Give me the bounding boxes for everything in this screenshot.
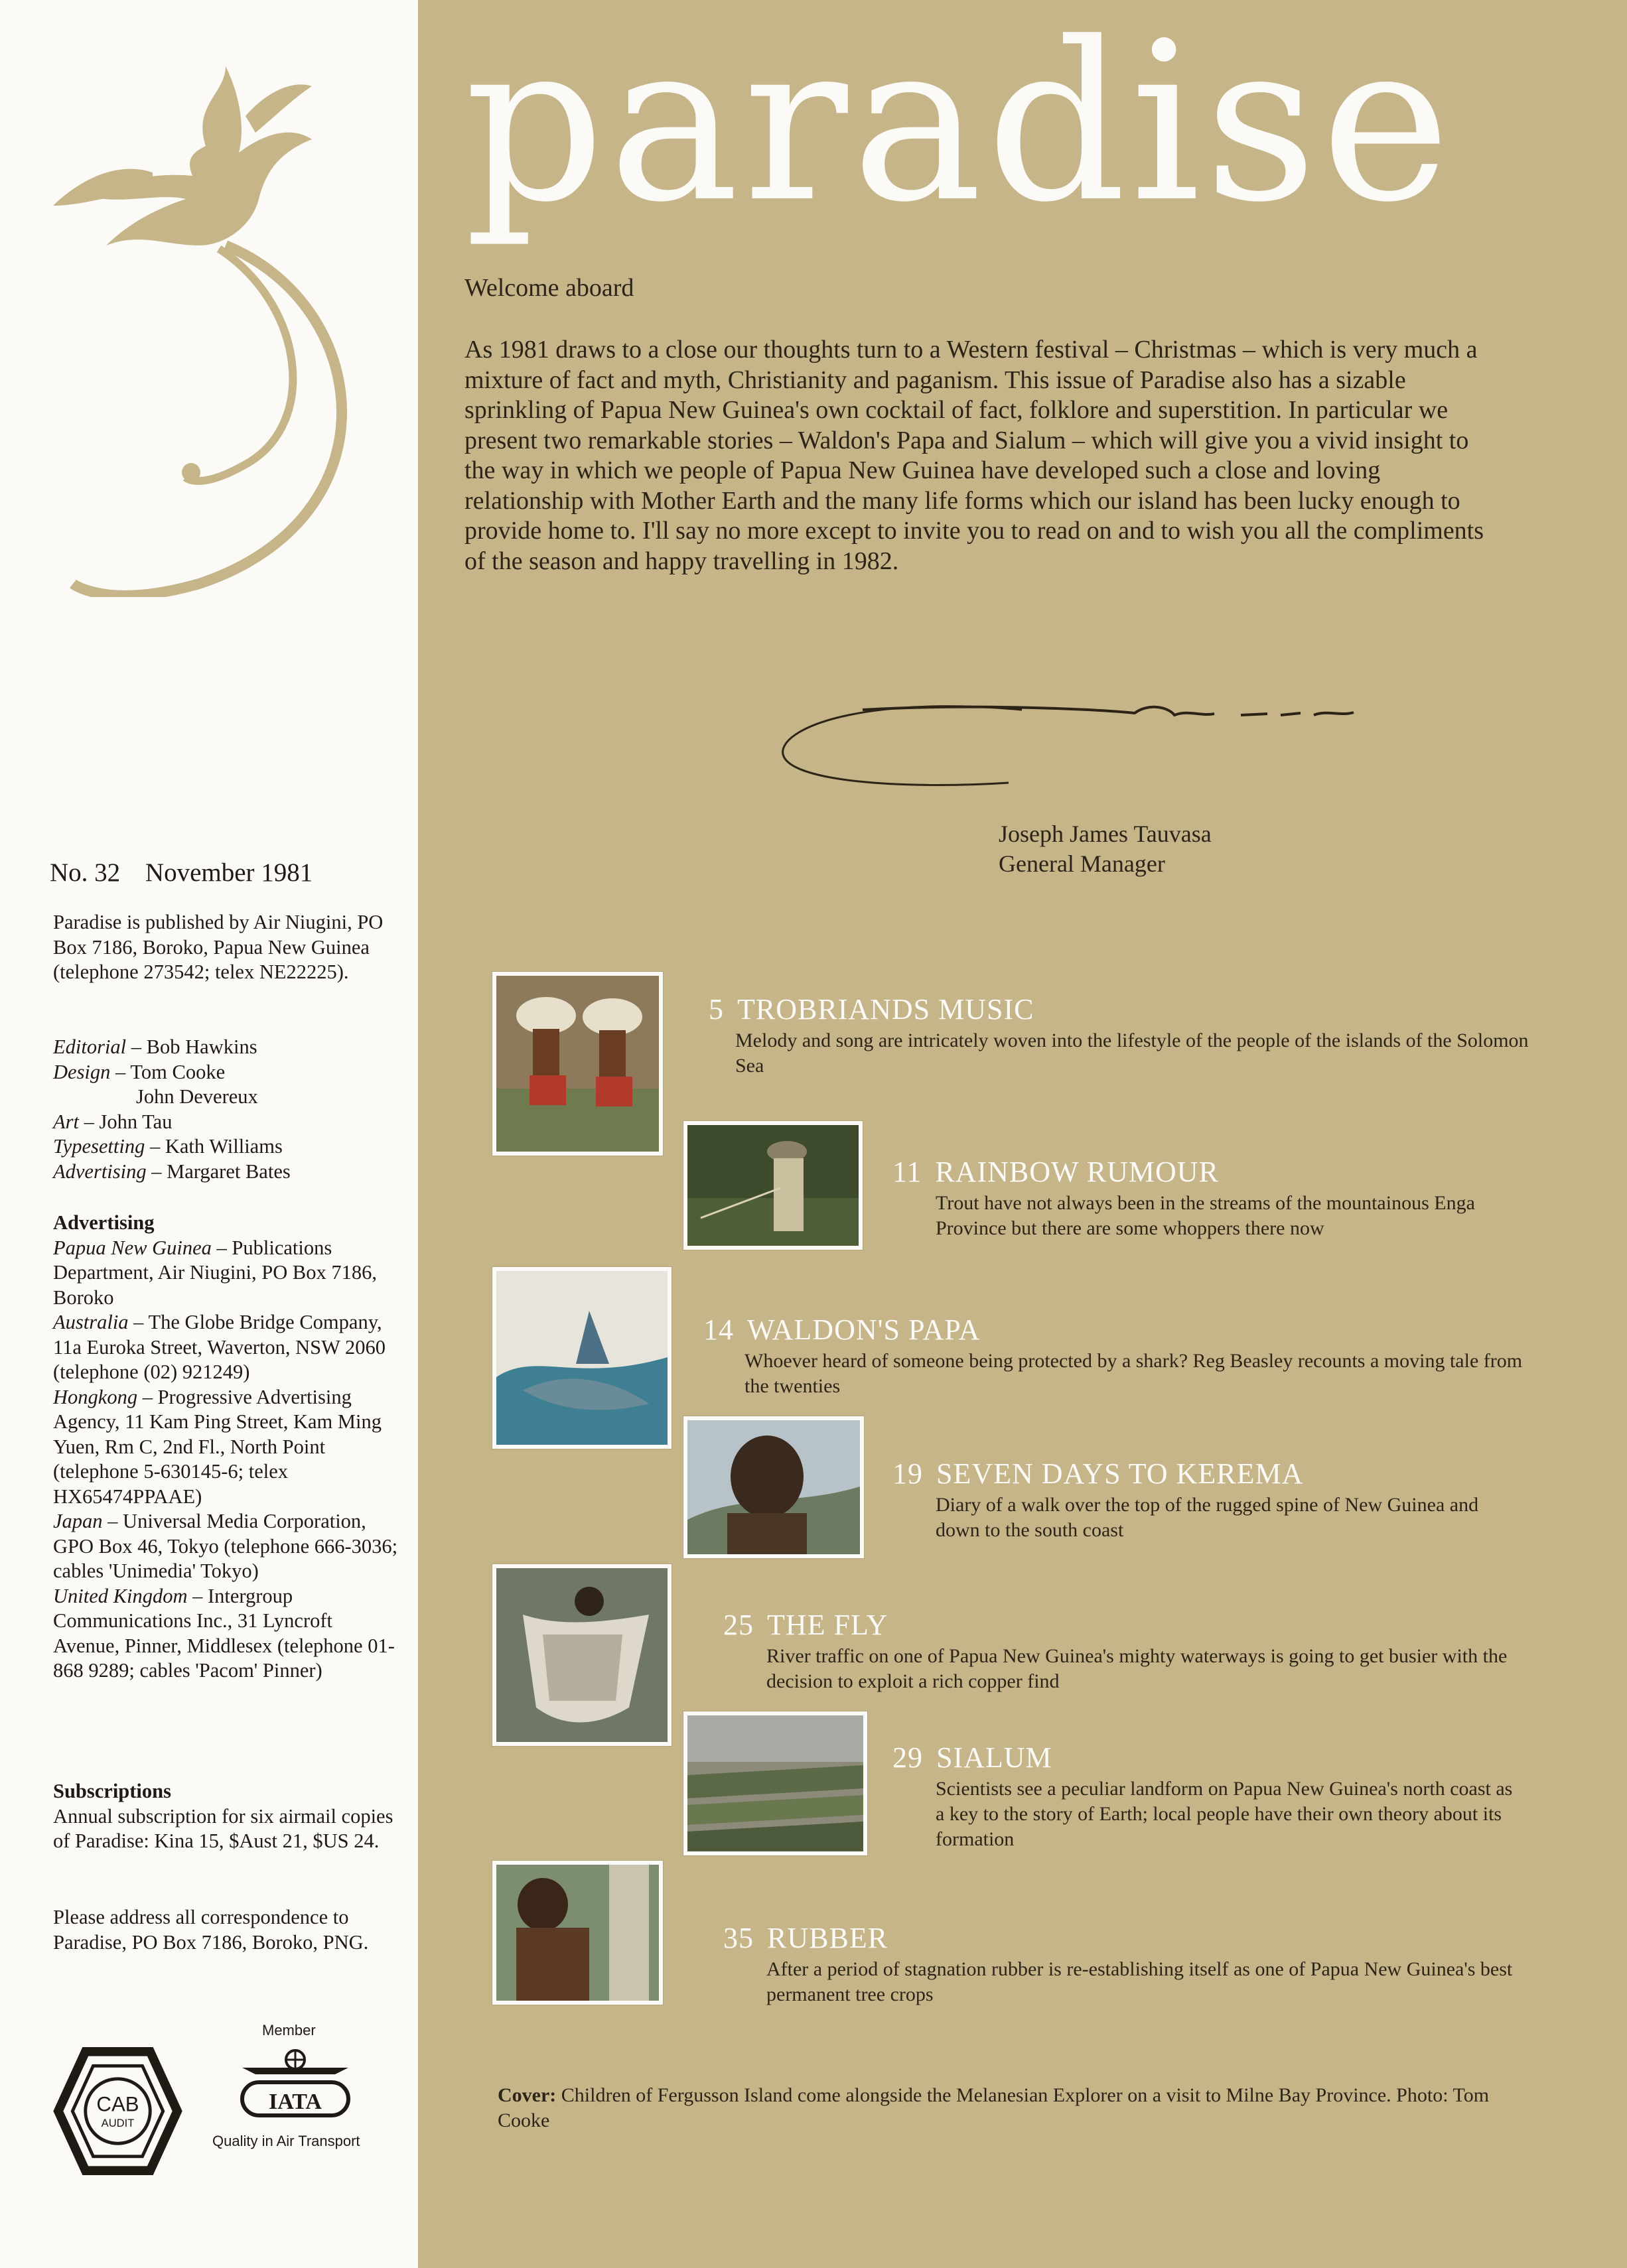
sialum-photo <box>683 1711 867 1855</box>
subscriptions-text: Annual subscription for six airmail copies of Paradise: Kina 15, $Aust 21, $US 24. <box>53 1804 393 1852</box>
credit-role: Advertising <box>53 1160 147 1183</box>
entry-title <box>723 1924 1539 1953</box>
signer-block <box>999 819 1212 879</box>
cab-audit-logo <box>53 2046 182 2176</box>
entry-title-text: SEVEN DAYS TO KEREMA <box>936 1457 1304 1490</box>
entry-title <box>892 1158 1523 1187</box>
entry-title-text: RAINBOW RUMOUR <box>935 1156 1219 1188</box>
credit-name: Kath Williams <box>165 1135 283 1158</box>
credit-role: Design <box>53 1060 111 1083</box>
agent-details: Universal Media Corporation, GPO Box 46, Tokyo (telephone 666-3036; cables 'Unimedia' Tokyo) <box>53 1510 398 1582</box>
credit-name: Margaret Bates <box>167 1160 291 1183</box>
entry-page: 11 <box>892 1156 922 1188</box>
entry-page: 29 <box>892 1741 923 1774</box>
cab-logo-text: CAB <box>96 2092 139 2116</box>
entry-description: Whoever heard of someone being protected by a shark? Reg Beasley recounts a moving tale from the twenties <box>744 1350 1523 1397</box>
iata-logo-text: IATA <box>269 2090 322 2114</box>
credit-name: Bob Hawkins <box>146 1035 257 1058</box>
credits-block: Editorial – Bob Hawkins Design – Tom Cooke John Devereux Art – John Tau Typesetting – Kath Williams Advertising – Margaret Bates <box>53 1035 291 1183</box>
entry-title-text: SIALUM <box>936 1741 1052 1774</box>
signature <box>776 683 1374 803</box>
entry-description: Melody and song are intricately woven into the lifestyle of the people of the islands of the Solomon Sea <box>735 1030 1529 1077</box>
subscriptions-block <box>53 1779 398 1854</box>
correspondence-text: Please address all correspondence to Paradise, PO Box 7186, Boroko, PNG. <box>53 1906 369 1954</box>
entry-title-text: TROBRIANDS MUSIC <box>737 993 1034 1026</box>
kerema-photo <box>683 1416 864 1558</box>
contents-entry[interactable] <box>709 995 1538 1079</box>
entry-description: River traffic on one of Papua New Guinea's mighty waterways is going to get busier with the decision to exploit a rich copper find <box>766 1645 1508 1692</box>
agent-region: United Kingdom <box>53 1584 188 1607</box>
entry-title <box>709 995 1538 1024</box>
agent-region: Hongkong <box>53 1385 138 1408</box>
rubber-photo <box>492 1861 663 2005</box>
iata-member-label: Member <box>262 2022 316 2038</box>
contents-entry[interactable] <box>892 1459 1523 1543</box>
contents-entry[interactable] <box>703 1315 1533 1399</box>
iata-tagline: Quality in Air Transport <box>212 2133 360 2149</box>
entry-page: 35 <box>723 1922 754 1954</box>
entry-page: 19 <box>892 1457 923 1490</box>
entry-page: 5 <box>709 993 724 1026</box>
cover-text: Children of Fergusson Island come alongside the Melanesian Explorer on a visit to Milne Bay Province. Photo: Tom Cooke <box>498 2084 1490 2131</box>
issue-date: November 1981 <box>145 858 313 887</box>
cover-caption <box>498 2083 1493 2133</box>
credit-role: Editorial <box>53 1035 127 1058</box>
iata-logo <box>229 2045 362 2125</box>
entry-description: After a period of stagnation rubber is re-establishing itself as one of Papua New Guinea's best permanent tree crops <box>766 1958 1513 2005</box>
agent-region: Japan <box>53 1510 103 1532</box>
publisher-text: Paradise is published by Air Niugini, PO Box 7186, Boroko, Papua New Guinea (telephone 273542; telex NE22225). <box>53 911 384 983</box>
credit-name: Tom Cooke <box>130 1060 226 1083</box>
advertising-block: Advertising Papua New Guinea – Publications Department, Air Niugini, PO Box 7186, Boroko Australia – The Globe Bridge Company, 11a Euroka Street, Waverton, NSW 2060 (telephone (02) 921249) Hongkong – Progressive Advertising Agency, 11 Kam Ping Street, Kam Ming Yuen, Rm C, 2nd Fl., North Point (telephone 5-630145-6; telex HX65474PPAAE) Japan – Universal Media Corporation, GPO Box 46, Tokyo (telephone 666-3036; cables 'Unimedia' Tokyo) United Kingdom – Intergroup Communications Inc., 31 Lyncroft Avenue, Pinner, Middlesex (telephone 01-868 9289; cables 'Pacom' Pinner) <box>53 1211 398 1682</box>
rainbow-rumour-photo <box>683 1121 863 1250</box>
agent-region: Australia <box>53 1311 129 1333</box>
cover-label: Cover: <box>498 2084 557 2106</box>
agent-details: Intergroup Communications Inc., 31 Lyncroft Avenue, Pinner, Middlesex (telephone 01-868 9289; cables 'Pacom' Pinner) <box>53 1584 395 1682</box>
agent-details: Publications Department, Air Niugini, PO Box 7186, Boroko <box>53 1236 377 1309</box>
contents-entry[interactable] <box>892 1158 1523 1241</box>
waldons-papa-photo <box>492 1267 672 1449</box>
agent-region: Papua New Guinea <box>53 1236 212 1259</box>
advertising-heading: Advertising <box>53 1211 155 1234</box>
agent-details: Progressive Advertising Agency, 11 Kam Ping Street, Kam Ming Yuen, Rm C, 2nd Fl., North Point (telephone 5-630145-6; telex HX65474PPAAE) <box>53 1385 382 1508</box>
subscriptions-heading: Subscriptions <box>53 1780 171 1802</box>
entry-title <box>703 1315 1533 1345</box>
credit-role: Art <box>53 1110 79 1133</box>
the-fly-photo <box>492 1564 672 1746</box>
publisher-note <box>53 910 398 985</box>
agent-details: The Globe Bridge Company, 11a Euroka Street, Waverton, NSW 2060 (telephone (02) 921249) <box>53 1311 386 1383</box>
bird-of-paradise-logo <box>27 53 425 597</box>
signer-name: Joseph James Tauvasa <box>999 821 1212 847</box>
entry-page: 25 <box>723 1609 754 1641</box>
contents-entry[interactable] <box>723 1924 1539 2007</box>
contents-entry[interactable] <box>892 1743 1523 1852</box>
entry-description: Trout have not always been in the streams of the mountainous Enga Province but there are some whoppers there now <box>936 1192 1475 1239</box>
contents-entry[interactable] <box>723 1611 1539 1694</box>
entry-description: Scientists see a peculiar landform on Papua New Guinea's north coast as a key to the story of Earth; local people have their own theory about its formation <box>936 1778 1513 1850</box>
cab-logo-subtext: AUDIT <box>101 2116 135 2129</box>
entry-title <box>892 1459 1523 1489</box>
entry-title <box>892 1743 1523 1772</box>
credit-name: John Devereux <box>136 1085 258 1108</box>
signer-title: General Manager <box>999 850 1165 877</box>
credit-role: Typesetting <box>53 1135 145 1158</box>
entry-title-text: RUBBER <box>767 1922 888 1954</box>
welcome-title: Welcome aboard <box>464 274 634 302</box>
issue-number: No. 32 <box>50 858 121 887</box>
trobriands-photo <box>492 972 663 1156</box>
correspondence-block <box>53 1905 398 1955</box>
entry-title-text: WALDON'S PAPA <box>747 1313 981 1346</box>
issue-line <box>50 858 313 888</box>
welcome-body: As 1981 draws to a close our thoughts turn to a Western festival – Christmas – which is very much a mixture of fact and myth, Christianity and paganism. This issue of Paradise also has a sizable sprinkling of Papua New Guinea's own cocktail of fact, folklore and superstition. In particular we present two remarkable stories – Waldon's Papa and Sialum – which will give you a vivid insight to the way in which we people of Papua New Guinea have developed such a close and loving relationship with Mother Earth and the many life forms which our island has been lucky enough to provide home to. I'll say no more except to invite you to read on and to wish you all the compliments of the season and happy travelling in 1982. <box>464 336 1484 575</box>
entry-title <box>723 1611 1539 1640</box>
entry-page: 14 <box>703 1313 734 1346</box>
entry-description: Diary of a walk over the top of the rugged spine of New Guinea and down to the south coast <box>936 1494 1479 1541</box>
credit-name: John Tau <box>99 1110 173 1133</box>
masthead-title: paradise <box>464 0 1454 250</box>
entry-title-text: THE FLY <box>767 1609 888 1641</box>
